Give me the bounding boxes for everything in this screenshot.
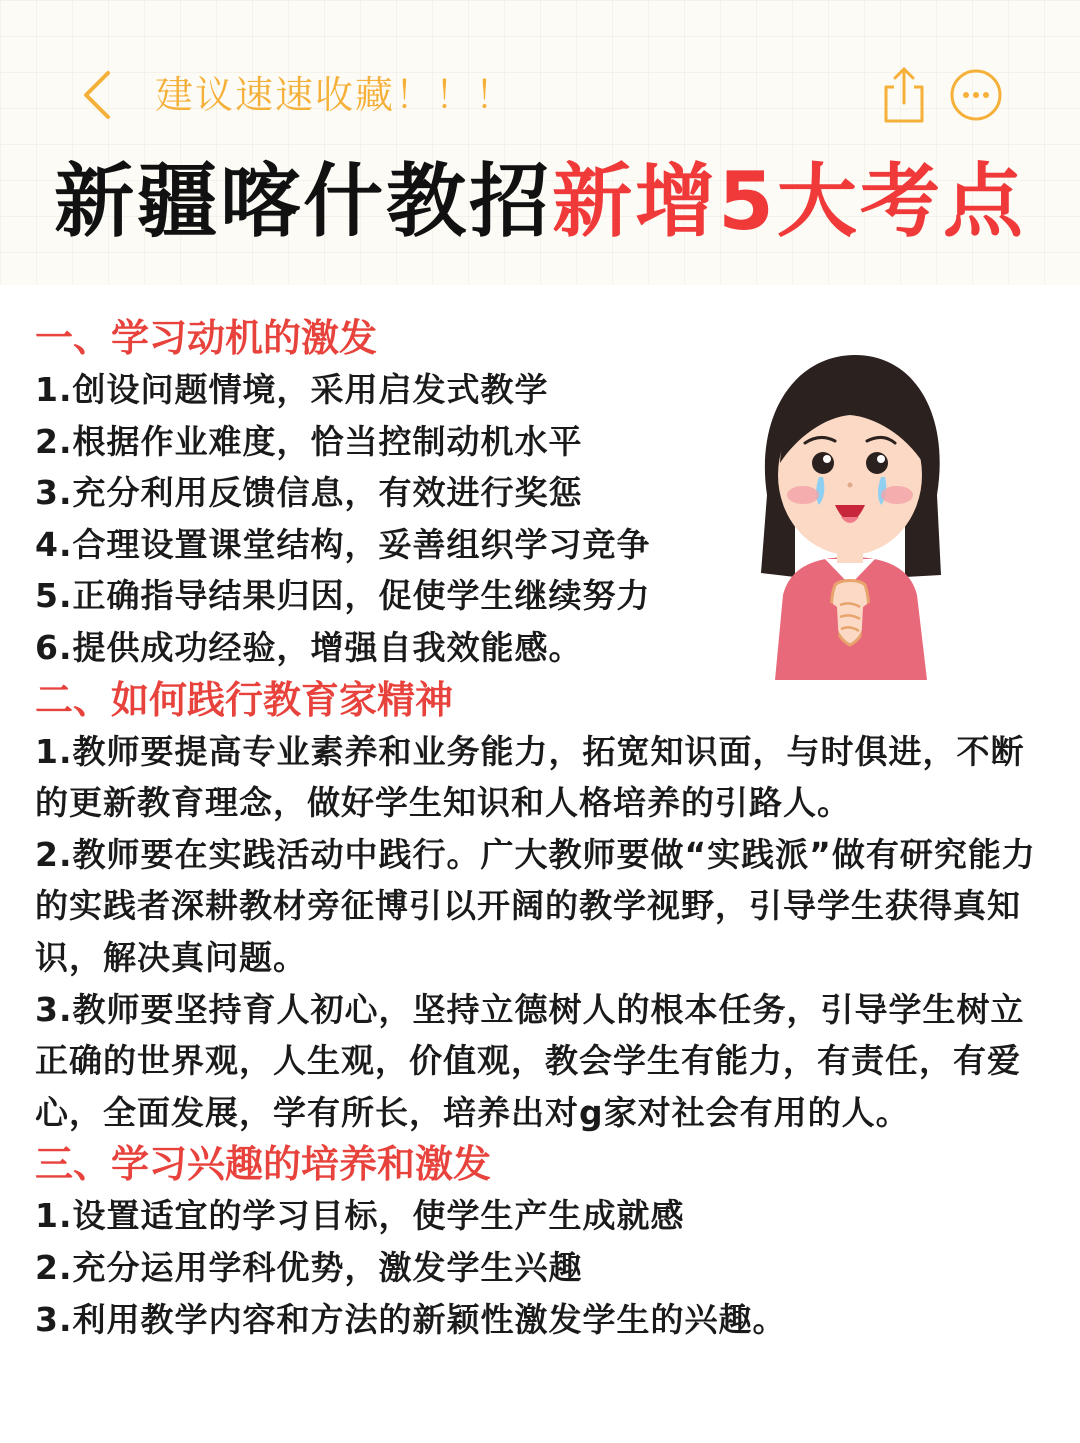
list-item: 3.充分利用反馈信息，有效进行奖惩 — [35, 473, 583, 513]
list-item: 3.教师要坚持育人初心，坚持立德树人的根本任务，引导学生树立正确的世界观，人生观，价值观，教会学生有能力，有责任，有爱心，全面发展，学有所长，培养出对g家对社会有用的人。 — [35, 989, 1025, 1132]
list-item: 2.充分运用学科优势，激发学生兴趣 — [35, 1247, 583, 1287]
more-dots-icon[interactable] — [948, 67, 1004, 123]
list-item: 2.根据作业难度，恰当控制动机水平 — [35, 421, 583, 461]
section-2 — [35, 674, 1055, 1139]
section-title: 一、学习动机的激发 — [35, 316, 378, 360]
section-title: 二、如何践行教育家精神 — [35, 677, 454, 722]
section-title: 三、学习兴趣的培养和激发 — [35, 1142, 492, 1187]
list-item: 4.合理设置课堂结构，妥善组织学习竞争 — [35, 524, 651, 564]
list-item: 1.创设问题情境，采用启发式教学 — [35, 370, 549, 409]
section-3 — [35, 1138, 1055, 1345]
nav-title: 建议速速收藏！！！ — [155, 73, 516, 117]
page-headline — [0, 152, 1080, 252]
share-icon[interactable] — [878, 63, 930, 127]
nav-bar — [0, 55, 1080, 135]
list-item: 1.教师要提高专业素养和业务能力，拓宽知识面，与时俱进，不断的更新教育理念，做好学生知识和人格培养的引路人。 — [35, 731, 1025, 823]
list-item: 3.利用教学内容和方法的新颖性激发学生的兴趣。 — [35, 1299, 787, 1339]
headline-red-part: 新增5大考点 — [552, 155, 1026, 248]
article-content — [35, 312, 1055, 1345]
chevron-left-icon[interactable] — [70, 65, 130, 125]
list-item: 1.设置适宜的学习目标，使学生产生成就感 — [35, 1196, 685, 1236]
headline-black-part: 新疆喀什教招 — [54, 155, 553, 248]
list-item: 2.教师要在实践活动中践行。广大教师要做“实践派”做有研究能力的实践者深耕教材旁征博引以开阔的教学视野，引导学生获得真知识，解决真问题。 — [35, 834, 1036, 977]
list-item: 5.正确指导结果归因，促使学生继续努力 — [35, 576, 651, 616]
list-item: 6.提供成功经验，增强自我效能感。 — [35, 627, 583, 667]
section-1 — [35, 312, 1055, 674]
